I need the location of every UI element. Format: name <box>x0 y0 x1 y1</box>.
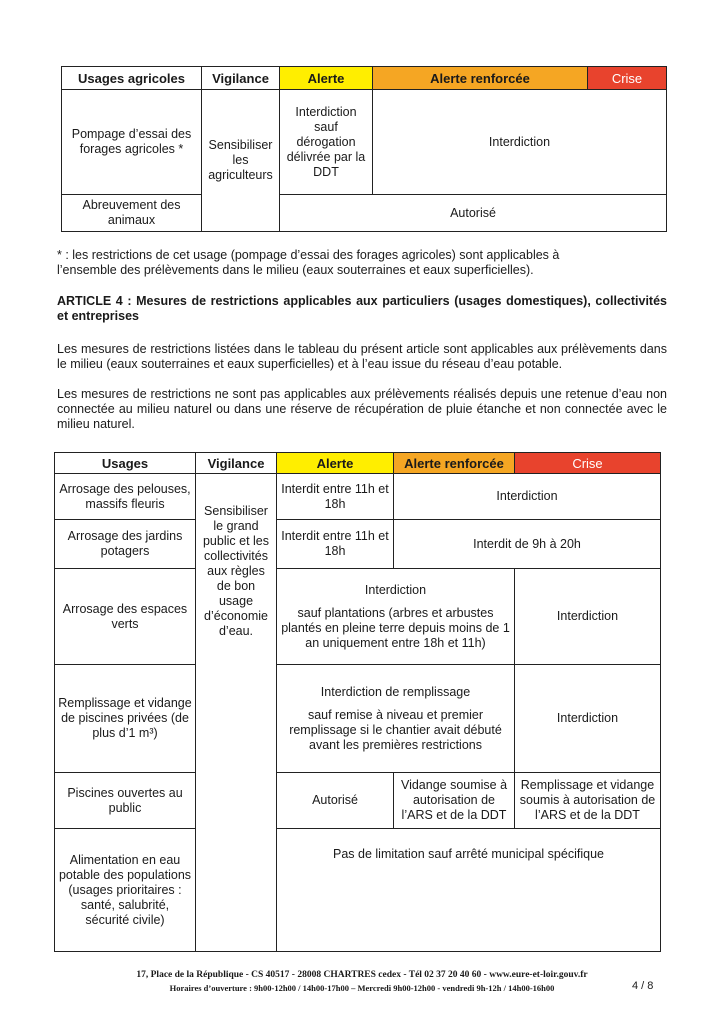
page-number: 4 / 8 <box>632 980 654 992</box>
t2-row5-alerte: Autorisé <box>276 772 394 829</box>
t2-row1-usage: Arrosage des pelouses, massifs fleuris <box>54 473 196 520</box>
t2-row2-rest: Interdit de 9h à 20h <box>393 519 661 569</box>
t2-row5-crise: Remplissage et vidange soumis à autorisation de l’ARS et de la DDT <box>514 772 661 829</box>
t1-header-usage: Usages agricoles <box>61 66 202 90</box>
t2-vigilance: Sensibiliser le grand public et les collectivités aux règles de bon usage d’économie d’eau. <box>195 473 277 952</box>
t2-row4-main-title: Interdiction de remplissage <box>320 684 471 699</box>
t2-row4-usage: Remplissage et vidange de piscines privées (de plus d’1 m³) <box>54 664 196 773</box>
t1-row2-rest: Autorisé <box>279 194 667 232</box>
t2-row1-alerte: Interdit entre 11h et 18h <box>276 473 394 520</box>
t2-row3-crise: Interdiction <box>514 568 661 665</box>
footer-address: 17, Place de la République - CS 40517 - 28008 CHARTRES cedex - Tél 02 37 20 40 60 - www.eure-et-loir.gouv.fr <box>136 970 588 980</box>
t1-row1-alerte: Interdiction sauf dérogation délivrée par la DDT <box>279 89 373 195</box>
t2-header-vigilance: Vigilance <box>195 452 277 474</box>
t2-row6-usage: Alimentation en eau potable des populations (usages prioritaires : santé, salubrité, sécurité civile) <box>54 828 196 952</box>
t1-header-vigilance: Vigilance <box>201 66 280 90</box>
article-title: ARTICLE 4 : Mesures de restrictions applicables aux particuliers (usages domestiques), collectivités et entreprises <box>57 294 667 323</box>
t2-row4-crise: Interdiction <box>514 664 661 773</box>
t2-row3-main-detail: sauf plantations (arbres et arbustes plantés en pleine terre depuis moins de 1 an uniquement entre 18h et 11h) <box>281 605 510 650</box>
t2-row3-main-title: Interdiction <box>364 582 427 597</box>
t2-row5-usage: Piscines ouvertes au public <box>54 772 196 829</box>
t2-row3-main <box>276 568 515 665</box>
t1-header-alerte: Alerte <box>279 66 373 90</box>
t1-row1-usage: Pompage d’essai des forages agricoles * <box>61 89 202 195</box>
footnote-line-1: * : les restrictions de cet usage (pompage d’essai des forages agricoles) sont applicables à <box>57 248 560 262</box>
t2-row2-alerte: Interdit entre 11h et 18h <box>276 519 394 569</box>
t1-header-crise: Crise <box>587 66 667 90</box>
t1-header-alerte-renforcee: Alerte renforcée <box>372 66 588 90</box>
footer-hours: Horaires d’ouverture : 9h00-12h00 / 14h00-17h00 – Mercredi 9h00-12h00 - vendredi 9h-12h / 14h00-16h00 <box>169 983 555 993</box>
t1-vigilance: Sensibiliser les agriculteurs <box>201 89 280 232</box>
t1-row2-usage: Abreuvement des animaux <box>61 194 202 232</box>
t2-header-crise: Crise <box>514 452 661 474</box>
t2-header-alerte-renforcee: Alerte renforcée <box>393 452 515 474</box>
t2-row2-usage: Arrosage des jardins potagers <box>54 519 196 569</box>
paragraph-2: Les mesures de restrictions ne sont pas applicables aux prélèvements réalisés depuis une retenue d’eau non connectée au milieu naturel ou dans une réserve de récupération de pluie étanche et non connectée avec le milieu naturel. <box>57 387 667 431</box>
t2-header-usage: Usages <box>54 452 196 474</box>
t2-row5-renforcee: Vidange soumise à autorisation de l’ARS et de la DDT <box>393 772 515 829</box>
t2-row4-main <box>276 664 515 773</box>
footnote-line-2: l’ensemble des prélèvements dans le milieu (eaux souterraines et eaux superficielles). <box>57 263 534 277</box>
t2-header-alerte: Alerte <box>276 452 394 474</box>
t2-row4-main-detail: sauf remise à niveau et premier remplissage si le chantier avait débuté avant les premières restrictions <box>289 707 502 752</box>
t2-row6-rest: Pas de limitation sauf arrêté municipal spécifique <box>276 828 661 952</box>
t2-row3-usage: Arrosage des espaces verts <box>54 568 196 665</box>
t1-row1-rest: Interdiction <box>372 89 667 195</box>
paragraph-1: Les mesures de restrictions listées dans le tableau du présent article sont applicables aux prélèvements dans le milieu (eaux souterraines et eaux superficielles) et à l’eau issue du réseau d’eau potable. <box>57 342 667 371</box>
t2-row1-rest: Interdiction <box>393 473 661 520</box>
footnote <box>57 248 667 278</box>
